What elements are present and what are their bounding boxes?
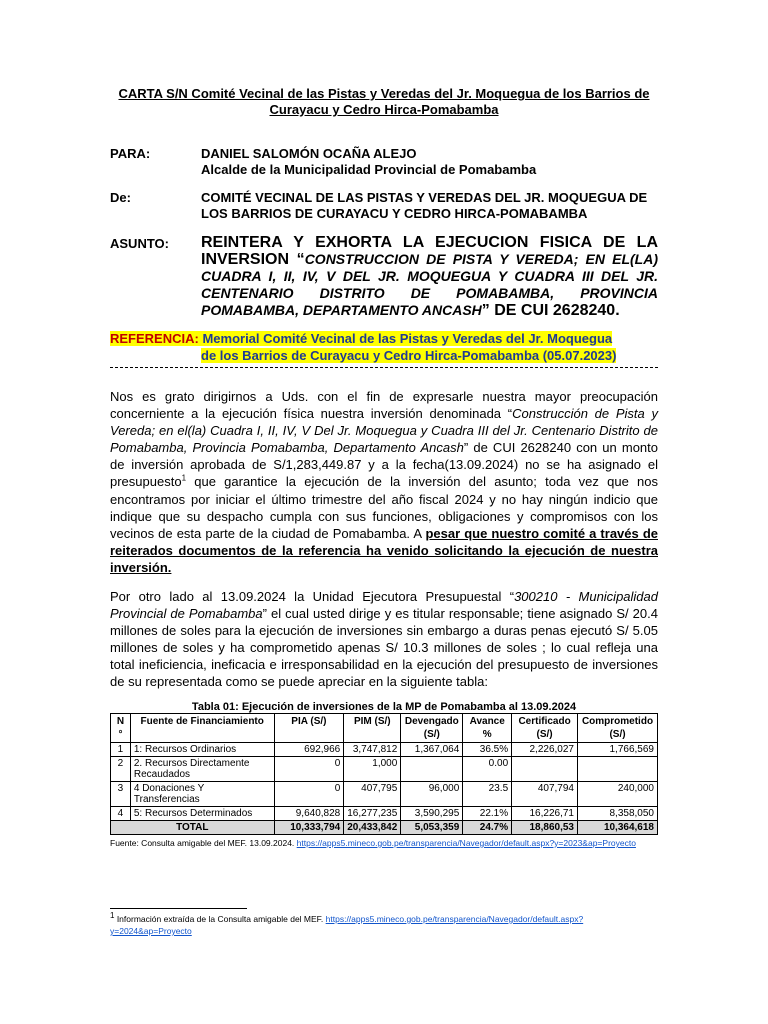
cell [512,757,578,782]
asunto-tail: ” DE CUI 2628240. [481,302,620,319]
cell: 0 [274,757,344,782]
de-label: De: [110,190,131,205]
cell [578,757,658,782]
cell: 1 [111,743,131,757]
p2-text-a: Por otro lado al 13.09.2024 la Unidad Ejecutora Presupuestal “ [110,589,515,604]
p1-text-a: Nos es grato dirigirnos a Uds. con el fin de expresarle nuestra mayor preocupación concerniente a la ejecución física nuestra inversión denominada “ [110,389,658,422]
asunto-label: ASUNTO: [110,236,169,251]
cell: 2. Recursos Directamente Recaudados [130,757,274,782]
cell: 23.5 [463,782,512,807]
source-text: Fuente: Consulta amigable del MEF. 13.09.2024. [110,838,297,848]
col-header-fuente: Fuente de Financiamiento [130,714,274,743]
letter-title: CARTA S/N Comité Vecinal de las Pistas y Veredas del Jr. Moquegua de los Barrios de Curayacu y Cedro Hirca-Pomabamba [118,86,650,117]
table-row [111,757,658,782]
source-link[interactable]: https://apps5.mineco.gob.pe/transparencia/Navegador/default.aspx?y=2023&ap=Proyecto [296,838,636,848]
referencia-line2: de los Barrios de Curayacu y Cedro Hirca-Pomabamba (05.07.2023) [201,348,617,363]
de-value: COMITÉ VECINAL DE LAS PISTAS Y VEREDAS DEL JR. MOQUEGUA DE LOS BARRIOS DE CURAYACU Y CEDRO HIRCA-POMABAMBA [201,190,648,221]
cell: 4 Donaciones Y Transferencias [130,782,274,807]
cell: 1,766,569 [578,743,658,757]
p1-text-d: que garantice la ejecución de la inversión del asunto; toda vez que nos encontramos por iniciar el último trimestre del año fiscal 2024 y no hay ningún indicio que indique que su despacho cumpla con sus funciones, obligaciones y compromisos con los vecinos de esta parte de la ciudad de Pomabamba. A [110,474,658,541]
cell: 8,358,050 [578,807,658,821]
cell: 407,794 [512,782,578,807]
p1-project-name: Construcción de Pista y Vereda; en el(la) Cuadra I, II, IV, V Del Jr. Moquegua y Cuadra III del Jr. Centenario Distrito de Pomabamba, Provincia Pomabamba, Departamento Ancash [110,406,658,456]
table-header-row [111,714,658,743]
p1-text-c: ” de CUI 2628240 con un monto de inversión aprobada de S/1,283,449.87 y a la fecha(13.09.2024) no se ha asignado el presupuesto [110,440,658,490]
cell: 240,000 [578,782,658,807]
referencia-label: REFERENCIA: [110,331,199,346]
total-avance: 24.7% [463,821,512,835]
investment-table [110,713,658,835]
col-header-devengado: Devengado (S/) [401,714,463,743]
cell: 3,590,295 [401,807,463,821]
para-name: DANIEL SALOMÓN OCAÑA ALEJO [201,146,417,161]
cell: 16,226,71 [512,807,578,821]
cell: 1,367,064 [401,743,463,757]
footnote-text: Información extraída de la Consulta amigable del MEF. [114,914,326,924]
cell: 22.1% [463,807,512,821]
cell: 36.5% [463,743,512,757]
cell: 2 [111,757,131,782]
cell: 0 [274,782,344,807]
p2-unit-name: 300210 - Municipalidad Provincial de Pomabamba [110,589,658,622]
referencia-line1: Memorial Comité Vecinal de las Pistas y Veredas del Jr. Moquegua [198,331,613,346]
total-devengado: 5,053,359 [401,821,463,835]
asunto-lead: REINTERA Y EXHORTA LA EJECUCION FISICA DE LA INVERSION “ [201,234,658,268]
table-total-row [111,821,658,835]
table-source [110,838,658,849]
total-comprometido: 10,364,618 [578,821,658,835]
divider [110,367,658,368]
referencia [110,330,658,364]
col-header-pim: PIM (S/) [344,714,401,743]
total-certificado: 18,860,53 [512,821,578,835]
para-role: Alcalde de la Municipalidad Provincial de Pomabamba [201,162,537,177]
table-caption: Tabla 01: Ejecución de inversiones de la MP de Pomabamba al 13.09.2024 [191,701,577,713]
asunto-project: CONSTRUCCION DE PISTA Y VEREDA; EN EL(LA) CUADRA I, II, IV, V DEL JR. MOQUEGUA Y CUADRA III DEL JR. CENTENARIO DISTRITO DE POMABAMBA, PROVINCIA POMABAMBA, DEPARTAMENTO ANCASH [201,251,658,318]
cell: 692,966 [274,743,344,757]
footnote-link[interactable]: https://apps5.mineco.gob.pe/transparencia/Navegador/default.aspx?y=2024&ap=Proyecto [110,914,584,936]
table-row [111,807,658,821]
col-header-comprometido: Comprometido (S/) [578,714,658,743]
table-row [111,743,658,757]
total-label: TOTAL [111,821,275,835]
col-header-n: N ° [111,714,131,743]
cell: 3,747,812 [344,743,401,757]
cell: 1,000 [344,757,401,782]
asunto-value [201,234,658,319]
total-pim: 20,433,842 [344,821,401,835]
cell: 9,640,828 [274,807,344,821]
cell: 5: Recursos Determinados [130,807,274,821]
table-row [111,782,658,807]
cell: 1: Recursos Ordinarios [130,743,274,757]
footnote-ref: 1 [181,474,187,484]
paragraph-1 [110,388,658,576]
cell: 407,795 [344,782,401,807]
cell: 0.00 [463,757,512,782]
cell: 16,277,235 [344,807,401,821]
p2-text-c: ” el cual usted dirige y es titular responsable; tiene asignado S/ 20.4 millones de soles para la ejecución de inversiones sin embargo a duras penas ejecutó S/ 5.05 millones de soles y ha comprometido apenas S/ 10.3 millones de soles ; lo cual refleja una total ineficiencia, ineficacia e irresponsabilidad en la ejecución del presupuesto de inversiones de su representada como se puede apreciar en la siguiente tabla: [110,606,658,690]
total-pia: 10,333,794 [274,821,344,835]
cell: 96,000 [401,782,463,807]
footnote [110,913,658,937]
col-header-avance: Avance % [463,714,512,743]
cell [401,757,463,782]
cell: 3 [111,782,131,807]
col-header-pia: PIA (S/) [274,714,344,743]
col-header-certificado: Certificado (S/) [512,714,578,743]
para-label: PARA: [110,146,151,161]
paragraph-2 [110,588,658,691]
cell: 4 [111,807,131,821]
p1-emphasis: pesar que nuestro comité a través de reiterados documentos de la referencia ha venido solicitando la ejecución de nuestra inversión. [110,525,658,575]
footnote-mark: 1 [110,911,115,921]
cell: 2,226,027 [512,743,578,757]
footnote-rule [110,908,247,909]
